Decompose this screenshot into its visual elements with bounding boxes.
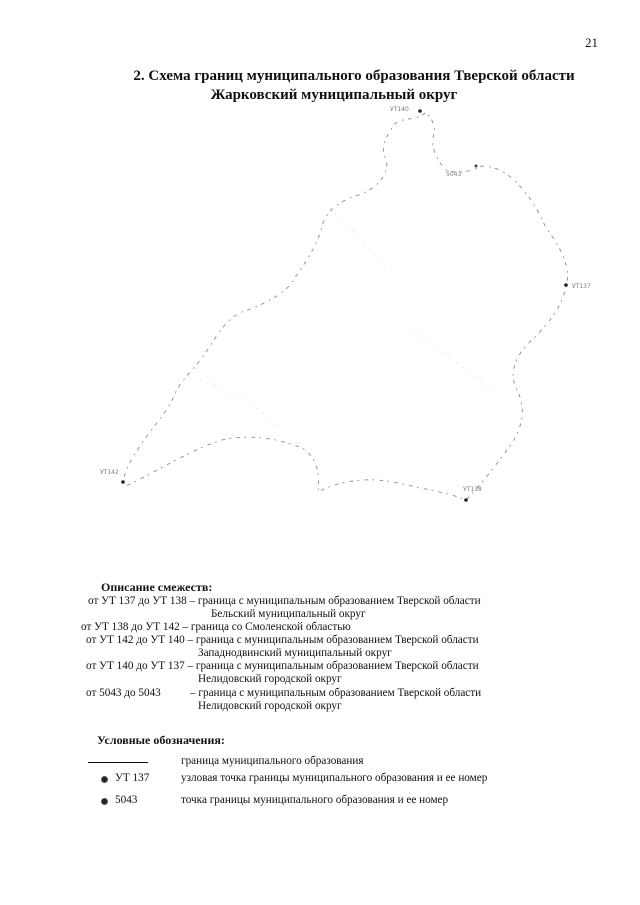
legend-boundary-point-text: точка границы муниципального образования и ее номер [181,794,449,806]
point-ut142-dot [121,480,125,484]
point-ut138-dot [464,498,468,502]
internal-boundary-fragment [200,380,280,430]
page-number: 21 [585,35,598,50]
adjacency-text: – граница со Смоленской областью [182,621,351,633]
adjacency-text: – граница с муниципальным образованием Тверской области [187,660,479,672]
adjacency-continuation: Западнодвинский муниципальный округ [198,647,392,659]
page-title: 2. Схема границ муниципального образования Тверской области [133,68,575,84]
point-5043 [446,165,478,179]
adjacency-row [86,634,479,647]
adjacency-text: – граница с муниципальным образованием Тверской области [187,634,479,646]
adjacency-range: от 5043 до 5043 [86,687,161,699]
adjacency-row [86,687,161,700]
page-subtitle: Жарковский муниципальный округ [210,87,458,103]
point-ut140-dot [418,109,422,113]
point-ut137-dot [564,283,568,287]
adjacency-row [81,621,351,634]
point-ut142-label: УТ142 [100,469,119,476]
point-5043-dot [475,165,478,168]
point-ut140-label: УТ140 [390,106,409,113]
legend-node-point-symbol [101,776,108,783]
adjacency-continuation: Бельский муниципальный округ [211,608,366,620]
point-ut138-label: УТ138 [463,486,482,493]
legend-boundary-text: граница муниципального образования [181,755,364,767]
legend-node-point-text: узловая точка границы муниципального образования и ее номер [181,772,488,784]
adjacency-text: – граница с муниципальным образованием Тверской области [190,687,482,699]
adjacency-continuation: Нелидовский городской округ [198,673,342,685]
municipal-boundary-line [123,113,568,500]
legend-heading: Условные обозначения: [97,733,225,747]
legend-boundary-line-symbol [88,762,148,763]
point-ut137 [564,283,591,290]
legend-boundary-point-symbol [101,798,108,805]
point-5043-label: 5043 [446,171,462,178]
adjacency-row [88,595,481,608]
internal-boundary-fragment [410,330,494,392]
legend-boundary-point-label: 5043 [115,794,138,806]
point-ut140 [390,106,422,113]
point-ut138 [463,486,482,502]
legend-node-point-label: УТ 137 [115,772,150,784]
adjacency-row [86,660,479,673]
adjacency-range: от УТ 140 до УТ 137 [86,660,185,672]
point-ut137-label: УТ137 [572,283,591,290]
internal-boundary-fragment [330,208,388,272]
adjacency-heading: Описание смежеств: [101,580,213,594]
adjacency-range: от УТ 142 до УТ 140 [86,634,185,646]
adjacency-text: – граница с муниципальным образованием Тверской области [189,595,481,607]
adjacency-range: от УТ 137 до УТ 138 [88,595,187,607]
adjacency-range: от УТ 138 до УТ 142 [81,621,180,633]
adjacency-continuation: Нелидовский городской округ [198,700,342,712]
point-ut142 [100,469,125,484]
